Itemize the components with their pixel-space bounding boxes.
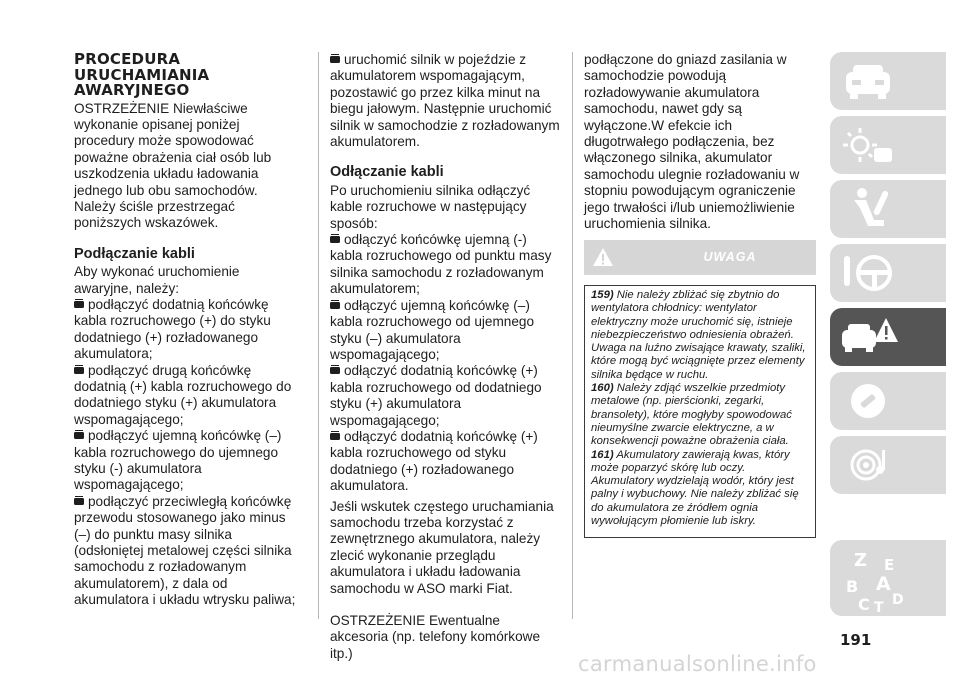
list-item: uruchomić silnik w pojeździe z akumulatorem wspomagającym, pozostawić go przez kilka minut na biegu jałowym. Następnie uruchomić silnik w samochodzie z rozładowanym akumulatorem. <box>330 52 560 150</box>
warning-header <box>584 240 816 275</box>
car-icon <box>840 56 896 106</box>
tab-multimedia[interactable] <box>830 436 946 494</box>
column-1 <box>74 52 299 609</box>
warning-item: 159) Nie należy zbliżać się zbytnio do wentylatora chłodnicy: wentylator elektryczny może uruchomić się, istnieje niebezpieczeństwo odniesienia obrażeń. Uwaga na luźno zwisające krawaty, szaliki, które mogą być wciągnięte przez elementy silnika będące w ruchu. <box>591 289 806 381</box>
tab-safety[interactable] <box>830 180 946 238</box>
warning-item: 161) Akumulatory zawierają kwas, który może poparzyć skórę lub oczy. Akumulatory wydzielają wodór, który jest palny i wybuchowy. Nie należy zbliżać się do akumulatora ze źródłem ognia wywołującym płomienie lub iskry. <box>591 448 799 528</box>
warning-paragraph: OSTRZEŻENIE Ewentualne akcesoria (np. telefony komórkowe itp.) <box>330 613 541 661</box>
column-divider <box>572 52 573 619</box>
lead-text: Po uruchomieniu silnika odłączyć kable rozruchowe w następujący sposób: <box>330 182 531 231</box>
list-item: podłączyć drugą końcówkę dodatnią (+) kabla rozruchowego do dodatniego styku (+) akumulatora wspomagającego; <box>74 362 292 427</box>
service-wrench-icon <box>840 376 896 426</box>
svg-text:T: T <box>874 600 884 614</box>
subheading-connecting: Podłączanie kabli <box>74 245 195 262</box>
svg-text:C: C <box>858 595 870 614</box>
paragraph: podłączone do gniazd zasilania w samochodzie powodują rozładowywanie akumulatora samochodu, nawet gdy są wyłączone.W efekcie ich długotrwałego podłączenia, bez włączonego silnika, akumulator samochodu ulegnie rozładowaniu w stopniu powodującym ograniczenie jego trwałości i/lub uniemożliwienie uruchomienia silnika. <box>584 52 800 232</box>
multimedia-icon <box>840 440 896 490</box>
svg-text:A: A <box>876 573 891 595</box>
svg-text:Z: Z <box>854 550 868 571</box>
tab-driving[interactable] <box>830 244 946 302</box>
warning-paragraph: OSTRZEŻENIE Niewłaściwe wykonanie opisanej poniżej procedury może spowodować poważne obrażenia ciał osób lub uszkodzenia układu ładowania jednego lub obu samochodów. Należy ściśle przestrzegać poniższych wskazówek. <box>74 100 272 231</box>
list-item: podłączyć dodatnią końcówkę kabla rozruchowego (+) do styku dodatniego (+) rozładowanego akumulatora; <box>74 296 271 362</box>
column-2 <box>330 52 560 662</box>
page-number: 191 <box>840 631 872 649</box>
battery-bullet-icon <box>74 301 84 308</box>
svg-text:D: D <box>892 592 904 608</box>
list-item: podłączyć ujemną końcówkę (–) kabla rozruchowego do ujemnego styku (-) akumulatora wspomagającego; <box>74 428 282 493</box>
paragraph: Jeśli wskutek częstego uruchamiania samochodu trzeba korzystać z zewnętrznego akumulatora, należy zlecić wykonanie przeglądu akumulatora i układu ładowania samochodu w ASO marki Fiat. <box>330 498 554 596</box>
tab-service[interactable] <box>830 372 946 430</box>
lead-text: Aby wykonać uruchomienie awaryjne, należy: <box>74 264 240 296</box>
battery-bullet-icon <box>74 498 84 505</box>
tab-dashboard[interactable] <box>830 116 946 174</box>
warning-label: UWAGA <box>703 250 757 264</box>
svg-text:E: E <box>884 556 895 574</box>
section-title: PROCEDURA URUCHAMIANIA AWARYJNEGO <box>74 50 210 99</box>
index-letters-icon <box>840 544 930 614</box>
column-3 <box>584 52 816 232</box>
car-breakdown-icon <box>840 312 900 362</box>
steering-wheel-icon <box>840 248 896 298</box>
tab-emergency[interactable] <box>830 308 946 366</box>
warning-body <box>584 285 816 538</box>
list-item: odłączyć dodatnią końcówkę (+) kabla rozruchowego od styku dodatniego (+) rozładowanego akumulatora. <box>330 428 538 494</box>
warning-box <box>584 240 816 538</box>
battery-bullet-icon <box>330 367 340 374</box>
battery-bullet-icon <box>74 432 84 439</box>
column-divider <box>318 52 319 619</box>
battery-bullet-icon <box>330 56 340 63</box>
battery-bullet-icon <box>330 433 340 440</box>
dashboard-lights-icon <box>840 120 896 170</box>
svg-text:B: B <box>846 577 859 596</box>
battery-bullet-icon <box>330 236 340 243</box>
list-item: odłączyć ujemną końcówkę (–) kabla rozruchowego od ujemnego styku (–) akumulatora wspomagającego; <box>330 297 535 362</box>
list-item: odłączyć dodatnią końcówkę (+) kabla rozruchowego od dodatniego styku (+) akumulatora wspomagającego; <box>330 363 542 428</box>
list-item: odłączyć końcówkę ujemną (-) kabla rozruchowego od punktu masy silnika samochodu z rozładowanym akumulatorem; <box>330 232 552 297</box>
footer-watermark: carmanualsonline.info <box>578 652 817 676</box>
seat-airbag-icon <box>840 184 896 234</box>
battery-bullet-icon <box>330 302 340 309</box>
list-item: podłączyć przeciwległą końcówkę przewodu stosowanego jako minus (–) do punktu masy silnika (odsłoniętej metalowej części silnika samochodu z rozładowanym akumulatorem), z dala od akumulatora i układu wtrysku paliwa; <box>74 493 296 608</box>
subheading-disconnecting: Odłączanie kabli <box>330 164 444 181</box>
battery-bullet-icon <box>74 367 84 374</box>
tab-car[interactable] <box>830 52 946 110</box>
warning-triangle-icon <box>592 246 614 268</box>
tab-index[interactable] <box>830 540 946 616</box>
warning-item: 160) Należy zdjąć wszelkie przedmioty metalowe (np. pierścionki, zegarki, bransolety), które mogłyby spowodować nieumyślne zwarcie elektryczne, a w konsekwencji poważne obrażenia ciała. <box>591 382 792 448</box>
